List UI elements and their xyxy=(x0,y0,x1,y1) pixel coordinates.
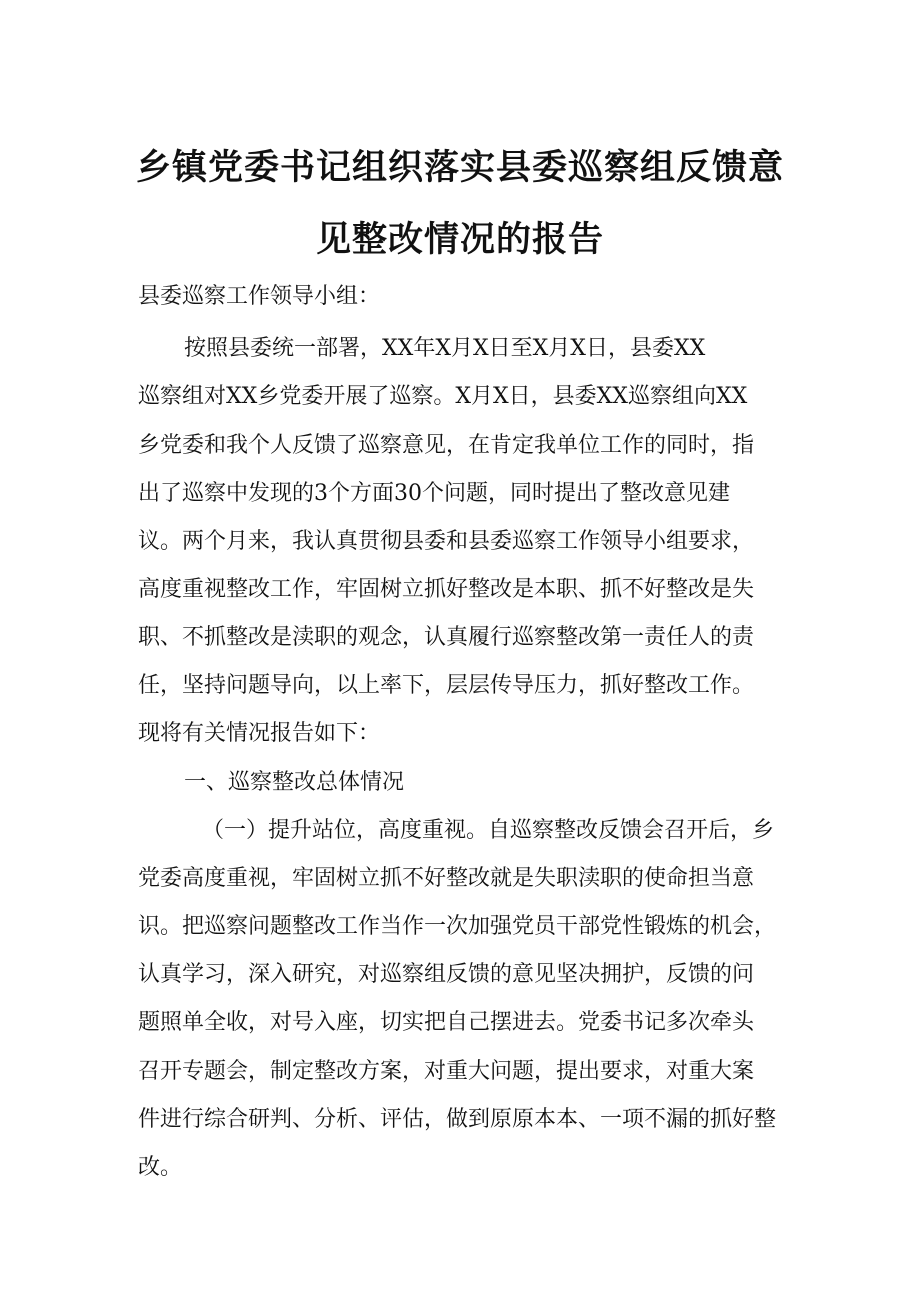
paragraph-1-line: 职、不抓整改是渎职的观念，认真履行巡察整改第一责任人的责 xyxy=(138,625,755,650)
paragraph-2-line: 召开专题会，制定整改方案，对重大问题，提出要求，对重大案 xyxy=(138,1059,755,1084)
section-1-heading: 一、巡察整改总体情况 xyxy=(184,770,405,795)
paragraph-2-line: 认真学习，深入研究，对巡察组反馈的意见坚决拥护，反馈的问 xyxy=(138,962,755,987)
paragraph-2-line: （一）提升站位，高度重视。自巡察整改反馈会召开后，乡 xyxy=(202,818,775,843)
paragraph-1-line: 乡党委和我个人反馈了巡察意见，在肯定我单位工作的同时，指 xyxy=(138,433,755,458)
paragraph-2-line: 件进行综合研判、分析、评估，做到原原本本、一项不漏的抓好整 xyxy=(138,1107,777,1132)
paragraph-1-line: 议。两个月来，我认真贯彻县委和县委巡察工作领导小组要求， xyxy=(138,529,755,554)
paragraph-1-line: 按照县委统一部署，XX年X月X日至X月X日，县委XX xyxy=(184,336,706,361)
paragraph-2-line: 党委高度重视，牢固树立抓不好整改就是失职渎职的使命担当意 xyxy=(138,866,755,891)
paragraph-1-line: 任，坚持问题导向，以上率下，层层传导压力，抓好整改工作。 xyxy=(138,673,755,698)
salutation: 县委巡察工作领导小组： xyxy=(138,284,381,309)
paragraph-2-line: 识。把巡察问题整改工作当作一次加强党员干部党性锻炼的机会， xyxy=(138,914,777,939)
paragraph-2-line: 题照单全收，对号入座，切实把自己摆进去。党委书记多次牵头 xyxy=(138,1010,755,1035)
paragraph-1-line: 出了巡察中发现的3个方面30个问题，同时提出了整改意见建 xyxy=(138,481,730,506)
paragraph-1-line: 高度重视整改工作，牢固树立抓好整改是本职、抓不好整改是失 xyxy=(138,577,755,602)
paragraph-1-line: 巡察组对XX乡党委开展了巡察。X月X日，县委XX巡察组向XX xyxy=(138,384,748,409)
document-title-line-2: 见整改情况的报告 xyxy=(315,220,604,260)
document-body xyxy=(138,0,808,1301)
document-title-line-1: 乡镇党委书记组织落实县委巡察组反馈意 xyxy=(135,148,784,188)
paragraph-1-line: 现将有关情况报告如下： xyxy=(138,721,381,746)
paragraph-2-line: 改。 xyxy=(138,1155,183,1180)
